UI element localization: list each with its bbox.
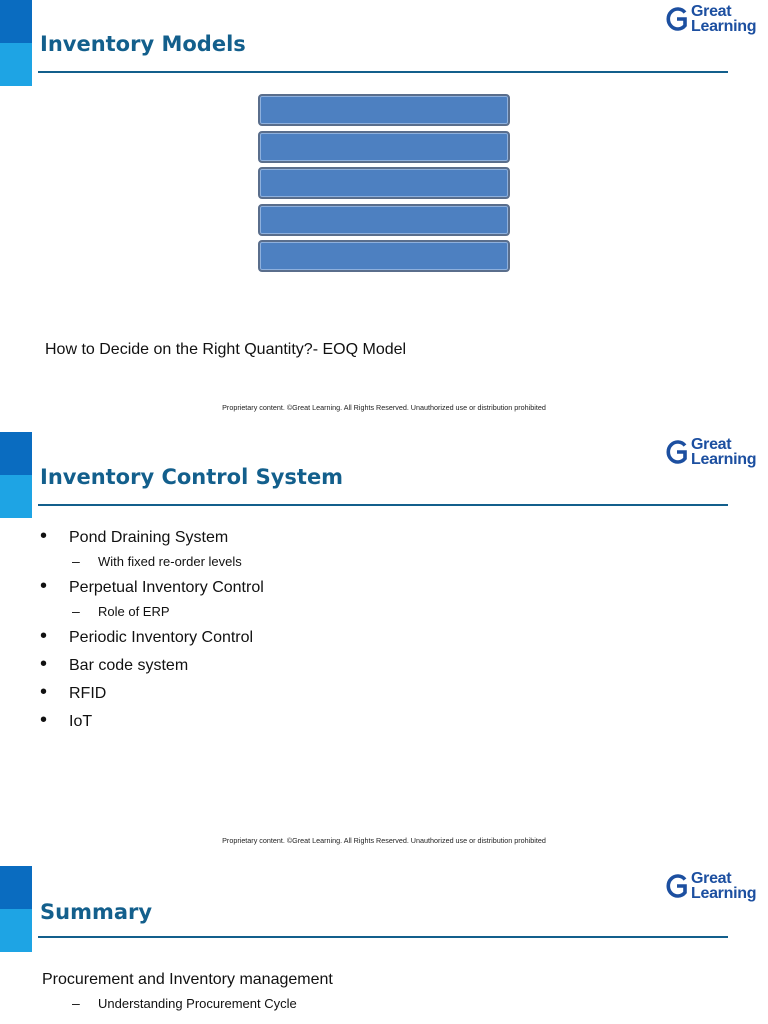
- bullet-item: • RFID: [40, 684, 264, 712]
- logo-g-icon: [666, 439, 688, 465]
- slide-accent-bar: [0, 0, 32, 86]
- sub-bullet-item: – Role of ERP: [40, 604, 264, 628]
- stacked-box: [258, 94, 510, 126]
- slide-title: Summary: [40, 900, 153, 924]
- slide-title: Inventory Models: [40, 32, 246, 56]
- slide-inventory-control-system: [0, 432, 768, 852]
- slide-body-text: How to Decide on the Right Quantity?- EOQ Model: [45, 341, 407, 358]
- summary-item: Procurement and Inventory management: [42, 971, 333, 988]
- great-learning-logo: [666, 870, 760, 904]
- slide-inventory-models: [0, 0, 768, 420]
- bullet-list: [40, 528, 264, 740]
- logo-text-learning: Learning: [691, 451, 757, 468]
- bullet-item: • Periodic Inventory Control: [40, 628, 264, 656]
- logo-g-icon: [666, 6, 688, 32]
- slide-footer: Proprietary content. ©Great Learning. All Rights Reserved. Unauthorized use or distribution prohibited: [222, 836, 546, 845]
- stacked-box: [258, 167, 510, 199]
- logo-text-great: Great: [691, 3, 732, 20]
- slide-accent-bar: [0, 866, 32, 952]
- stacked-box: [258, 204, 510, 236]
- logo-g-icon: [666, 873, 688, 899]
- bullet-item: • Bar code system: [40, 656, 264, 684]
- bullet-item: • Perpetual Inventory Control: [40, 578, 264, 606]
- slide-footer: Proprietary content. ©Great Learning. All Rights Reserved. Unauthorized use or distribution prohibited: [222, 403, 546, 412]
- logo-text-learning: Learning: [691, 885, 757, 902]
- logo-text-great: Great: [691, 870, 732, 887]
- stacked-box: [258, 240, 510, 272]
- title-divider: [38, 71, 728, 73]
- great-learning-logo: [666, 436, 760, 470]
- slide-summary: [0, 866, 768, 1024]
- summary-sub-item: – Understanding Procurement Cycle: [42, 995, 333, 1013]
- logo-text-learning: Learning: [691, 18, 757, 35]
- stacked-box-diagram: [258, 94, 510, 277]
- stacked-box: [258, 131, 510, 163]
- title-divider: [38, 936, 728, 938]
- slide-title: Inventory Control System: [40, 465, 344, 489]
- slide-accent-bar: [0, 432, 32, 518]
- summary-body: [42, 969, 333, 1013]
- great-learning-logo: [666, 3, 760, 37]
- bullet-item: • Pond Draining System: [40, 528, 264, 556]
- title-divider: [38, 504, 728, 506]
- bullet-item: • IoT: [40, 712, 264, 740]
- sub-bullet-item: – With fixed re-order levels: [40, 554, 264, 578]
- logo-text-great: Great: [691, 436, 732, 453]
